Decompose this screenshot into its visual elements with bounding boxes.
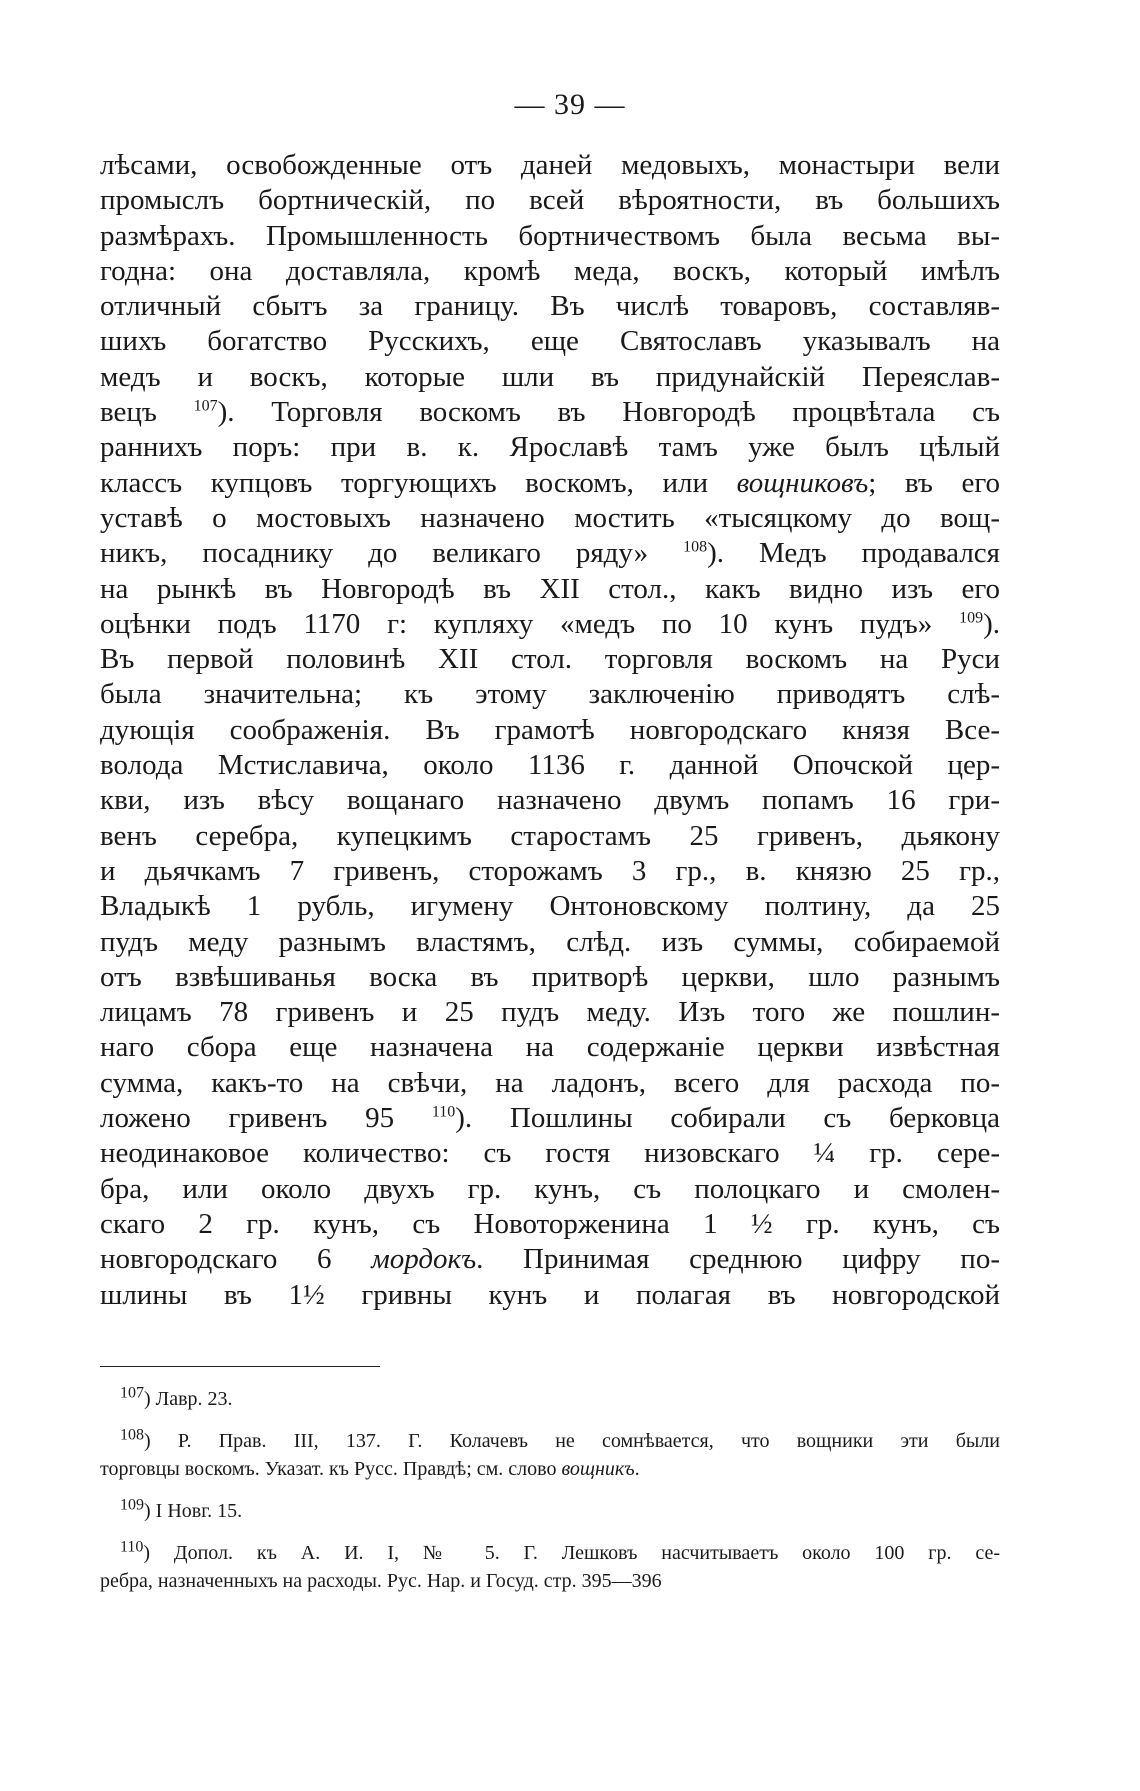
text-line: [100, 148, 1000, 183]
text-run: Владыкѣ 1 рубль, игумену Онтоновскому полтину, да 25: [100, 890, 1000, 923]
footnote-reference: 110: [431, 1103, 456, 1121]
text-line: [100, 607, 1000, 642]
text-run: новгородскаго 6: [100, 1243, 372, 1276]
text-run: наго сбора еще назначена на содержаніе церкви извѣстная: [100, 1031, 1000, 1064]
text-line: [100, 713, 1000, 748]
text-run: шлины въ 1½ гривны кунъ и полагая въ новгородской: [100, 1278, 1000, 1311]
text-run: Въ первой половинѣ XII стол. торговля воскомъ на Руси: [100, 643, 1000, 676]
text-run: лицамъ 78 гривенъ и 25 пудъ меду. Изъ того же пошлин-: [100, 996, 1000, 1029]
text-run: годна: она доставляла, кромѣ меда, воскъ, который имѣлъ: [100, 254, 1000, 287]
footnote-reference: 108: [683, 538, 708, 556]
text-line: [100, 1066, 1000, 1101]
text-run: дующія соображенія. Въ грамотѣ новгородскаго князя Все-: [100, 713, 1000, 746]
text-run: вецъ: [100, 396, 194, 429]
text-run: . Принимая среднюю цифру по-: [476, 1243, 1000, 1276]
footnote-reference: 109: [120, 1496, 144, 1514]
text-line: [100, 995, 1000, 1030]
text-line: [100, 854, 1000, 889]
text-run: промыслъ бортническій, по всей вѣроятности, въ большихъ: [100, 184, 1000, 217]
italic-term: вощниковъ: [736, 466, 869, 499]
text-run: ) Допол. къ А. И. I, № 5. Г. Лешковъ насчитываетъ около 100 гр. се-: [143, 1542, 1000, 1564]
text-line: [100, 1278, 1000, 1313]
text-run: торговцы воскомъ. Указат. къ Русс. Правдѣ; см. слово: [100, 1458, 562, 1480]
text-run: ).: [983, 607, 1000, 640]
text-run: неодинаковое количество: съ гостя низовскаго ¼ гр. сере-: [100, 1137, 1000, 1170]
footnote-reference: 108: [120, 1426, 144, 1444]
text-run: оцѣнки подъ 1170 г: купляху «медъ по 10 кунъ пудъ»: [100, 607, 960, 640]
main-paragraph: [100, 148, 1000, 1313]
footnote-gap: [100, 1483, 1000, 1497]
text-line: [100, 889, 1000, 924]
footnote-line: [100, 1539, 1000, 1567]
text-run: кви, изъ вѣсу вощанаго назначено двумъ попамъ 16 гри-: [100, 784, 1000, 817]
footnote-reference: 107: [120, 1384, 144, 1402]
text-line: [100, 677, 1000, 712]
text-line: [100, 642, 1000, 677]
text-line: [100, 183, 1000, 218]
text-run: ) Лавр. 23.: [144, 1388, 233, 1410]
text-run: раннихъ поръ: при в. к. Ярославѣ тамъ уже былъ цѣлый: [100, 431, 1000, 464]
text-run: и дьячкамъ 7 гривенъ, сторожамъ 3 гр., в. князю 25 гр.,: [100, 854, 1000, 887]
text-line: [100, 501, 1000, 536]
footnote: [100, 1539, 1000, 1595]
text-line: [100, 783, 1000, 818]
text-run: ). Медъ продавался: [707, 537, 1000, 570]
text-line: [100, 219, 1000, 254]
text-line: [100, 572, 1000, 607]
text-run: размѣрахъ. Промышленность бортничествомъ была весьма вы-: [100, 219, 1000, 252]
text-run: лѣсами, освобожденные отъ даней медовыхъ, монастыри вели: [100, 149, 1000, 181]
text-run: на рынкѣ въ Новгородѣ въ XII стол., какъ видно изъ его: [100, 572, 1000, 605]
text-run: медъ и воскъ, которые шли въ придунайскій Переяслав-: [100, 360, 1000, 393]
text-run: никъ, посаднику до великаго ряду»: [100, 537, 684, 570]
text-run: классъ купцовъ торгующихъ воскомъ, или: [100, 466, 737, 499]
footnotes: [100, 1385, 1000, 1595]
footnote-reference: 109: [959, 609, 984, 627]
footnote-gap: [100, 1413, 1000, 1427]
text-run: была значительна; къ этому заключенію приводятъ слѣ-: [100, 678, 1000, 711]
footnote-gap: [100, 1525, 1000, 1539]
text-run: сумма, какъ-то на свѣчи, на ладонъ, всего для расхода по-: [100, 1066, 1000, 1099]
text-line: [100, 1030, 1000, 1065]
footnote-line: [100, 1427, 1000, 1455]
text-line: [100, 395, 1000, 430]
footnote-reference: 110: [120, 1538, 144, 1556]
text-line: [100, 748, 1000, 783]
text-line: [100, 360, 1000, 395]
text-run: пудъ меду разнымъ властямъ, слѣд. изъ суммы, собираемой: [100, 925, 1000, 958]
text-run: ) I Новг. 15.: [144, 1500, 243, 1522]
text-line: [100, 324, 1000, 359]
text-run: ). Пошлины собирали съ берковца: [455, 1102, 1000, 1135]
text-run: бра, или около двухъ гр. кунъ, съ полоцкаго и смолен-: [100, 1172, 1000, 1205]
text-run: ребра, назначенныхъ на расходы. Рус. Нар. и Госуд. стр. 395—396: [100, 1570, 662, 1592]
text-line: [100, 1207, 1000, 1242]
text-run: венъ серебра, купецкимъ старостамъ 25 гривенъ, дьякону: [100, 819, 1000, 852]
text-run: скаго 2 гр. кунъ, съ Новоторженина 1 ½ гр. кунъ, съ: [100, 1207, 1000, 1240]
text-run: отъ взвѣшиванья воска въ притворѣ церкви, шло разнымъ: [100, 960, 1000, 993]
italic-term: мордокъ: [371, 1243, 477, 1276]
text-line: [100, 960, 1000, 995]
footnote: [100, 1427, 1000, 1483]
footnote-reference: 107: [193, 397, 218, 415]
italic-term: вощникъ: [561, 1458, 635, 1480]
text-line: [100, 289, 1000, 324]
text-line: [100, 1101, 1000, 1136]
page-number: — 39 —: [514, 88, 626, 121]
text-run: шихъ богатство Русскихъ, еще Святославъ указывалъ на: [100, 325, 1000, 358]
footnote-line: [100, 1567, 1000, 1595]
text-run: отличный сбытъ за границу. Въ числѣ товаровъ, составляв-: [100, 290, 1000, 323]
footnote: [100, 1385, 1000, 1413]
text-run: .: [634, 1458, 640, 1480]
text-run: уставѣ о мостовыхъ назначено мостить «тысяцкому до вощ-: [100, 501, 1000, 534]
text-line: [100, 1172, 1000, 1207]
text-run: ). Торговля воскомъ въ Новгородѣ процвѣтала съ: [217, 396, 1000, 429]
text-line: [100, 925, 1000, 960]
text-line: [100, 819, 1000, 854]
text-line: [100, 430, 1000, 465]
text-line: [100, 1136, 1000, 1171]
footnote-line: [100, 1497, 1000, 1525]
text-line: [100, 536, 1000, 571]
footnote-line: [100, 1385, 1000, 1413]
footnote: [100, 1497, 1000, 1525]
text-run: волода Мстиславича, около 1136 г. данной Опочской цер-: [100, 749, 1000, 782]
text-line: [100, 254, 1000, 289]
text-line: [100, 466, 1000, 501]
text-run: ; въ его: [868, 466, 1000, 499]
text-line: [100, 1242, 1000, 1277]
text-run: ) Р. Прав. III, 137. Г. Колачевъ не сомнѣвается, что вощники эти были: [144, 1430, 1000, 1452]
footnote-divider: [100, 1366, 380, 1367]
footnote-line: [100, 1455, 1000, 1483]
text-run: ложено гривенъ 95: [100, 1102, 432, 1135]
